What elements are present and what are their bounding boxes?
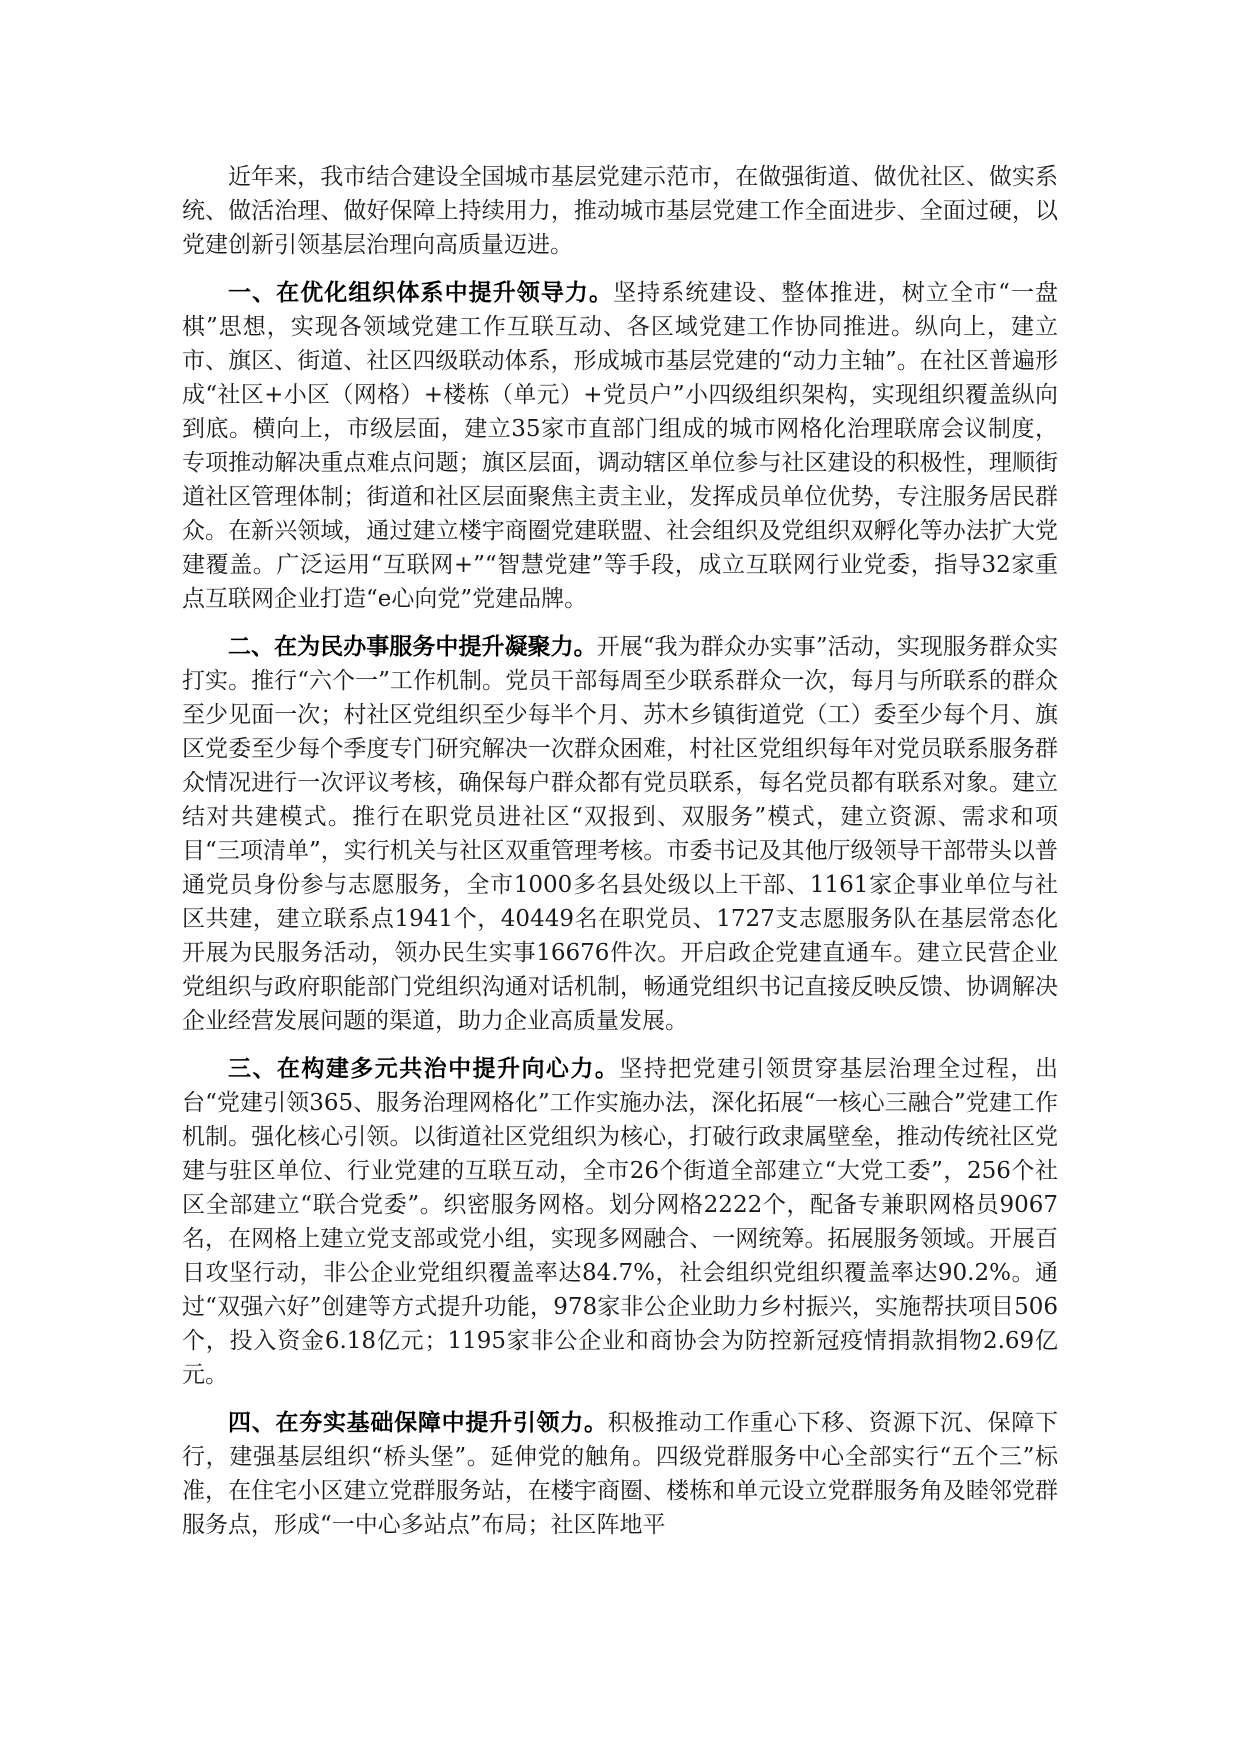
section-3-paragraph (182, 1052, 1058, 1392)
intro-paragraph-text: 近年来，我市结合建设全国城市基层党建示范市，在做强街道、做优社区、做实系统、做活治理、做好保障上持续用力，推动城市基层党建工作全面进步、全面过硬，以党建创新引领基层治理向高质量迈进。 (182, 164, 1058, 258)
section-2-heading: 二、在为民办事服务中提升凝聚力。 (228, 633, 597, 660)
section-3-heading: 三、在构建多元共治中提升向心力。 (228, 1055, 620, 1082)
intro-paragraph (182, 160, 1058, 262)
section-4-body: 积极推动工作重心下移、资源下沉、保障下行，建强基层组织“桥头堡”。延伸党的触角。四级党群服务中心全部实行“五个三”标准，在住宅小区建立党群服务站，在楼宇商圈、楼栋和单元设立党群服务角及睦邻党群服务点，形成“一中心多站点”布局；社区阵地平 (182, 1410, 1059, 1538)
section-1-paragraph (182, 276, 1058, 616)
section-2-body: 开展“我为群众办实事”活动，实现服务群众实打实。推行“六个一”工作机制。党员干部每周至少联系群众一次，每月与所联系的群众至少见面一次；村社区党组织至少每半个月、苏木乡镇街道党（工）委至少每个月、旗区党委至少每个季度专门研究解决一次群众困难，村社区党组织每年对党员联系服务群众情况进行一次评议考核，确保每户群众都有党员联系，每名党员都有联系对象。建立结对共建模式。推行在职党员进社区“双报到、双服务”模式，建立资源、需求和项目“三项清单”，实行机关与社区双重管理考核。市委书记及其他厅级领导干部带头以普通党员身份参与志愿服务，全市1000多名县处级以上干部、1161家企事业单位与社区共建，建立联系点1941个，40449名在职党员、1727支志愿服务队在基层常态化开展为民服务活动，领办民生实事16676件次。开启政企党建直通车。建立民营企业党组织与政府职能部门党组织沟通对话机制，畅通党组织书记直接反映反馈、协调解决企业经营发展问题的渠道，助力企业高质量发展。 (182, 634, 1058, 1034)
section-4-heading: 四、在夯实基础保障中提升引领力。 (228, 1409, 608, 1436)
section-3-body: 坚持把党建引领贯穿基层治理全过程，出台“党建引领365、服务治理网格化”工作实施办法，深化拓展“一核心三融合”党建工作机制。强化核心引领。以街道社区党组织为核心，打破行政隶属壁垒，推动传统社区党建与驻区单位、行业党建的互联互动，全市26个街道全部建立“大党工委”，256个社区全部建立“联合党委”。织密服务网格。划分网格2222个，配备专兼职网格员9067名，在网格上建立党支部或党小组，实现多网融合、一网统筹。拓展服务领域。开展百日攻坚行动，非公企业党组织覆盖率达84.7%，社会组织党组织覆盖率达90.2%。通过“双强六好”创建等方式提升功能，978家非公企业助力乡村振兴，实施帮扶项目506个，投入资金6.18亿元；1195家非公企业和商协会为防控新冠疫情捐款捐物2.69亿元。 (182, 1056, 1059, 1388)
section-1-heading: 一、在优化组织体系中提升领导力。 (228, 279, 614, 306)
section-1-body: 坚持系统建设、整体推进，树立全市“一盘棋”思想，实现各领域党建工作互联互动、各区域党建工作协同推进。纵向上，建立市、旗区、街道、社区四级联动体系，形成城市基层党建的“动力主轴”。在社区普遍形成“社区+小区（网格）+楼栋（单元）+党员户”小四级组织架构，实现组织覆盖纵向到底。横向上，市级层面，建立35家市直部门组成的城市网格化治理联席会议制度，专项推动解决重点难点问题；旗区层面，调动辖区单位参与社区建设的积极性，理顺街道社区管理体制；街道和社区层面聚焦主责主业，发挥成员单位优势，专注服务居民群众。在新兴领域，通过建立楼宇商圈党建联盟、社会组织及党组织双孵化等办法扩大党建覆盖。广泛运用“互联网+”“智慧党建”等手段，成立互联网行业党委，指导32家重点互联网企业打造“e心向党”党建品牌。 (182, 280, 1059, 612)
document-body (182, 160, 1058, 1556)
section-4-paragraph (182, 1406, 1058, 1542)
section-2-paragraph (182, 630, 1058, 1038)
